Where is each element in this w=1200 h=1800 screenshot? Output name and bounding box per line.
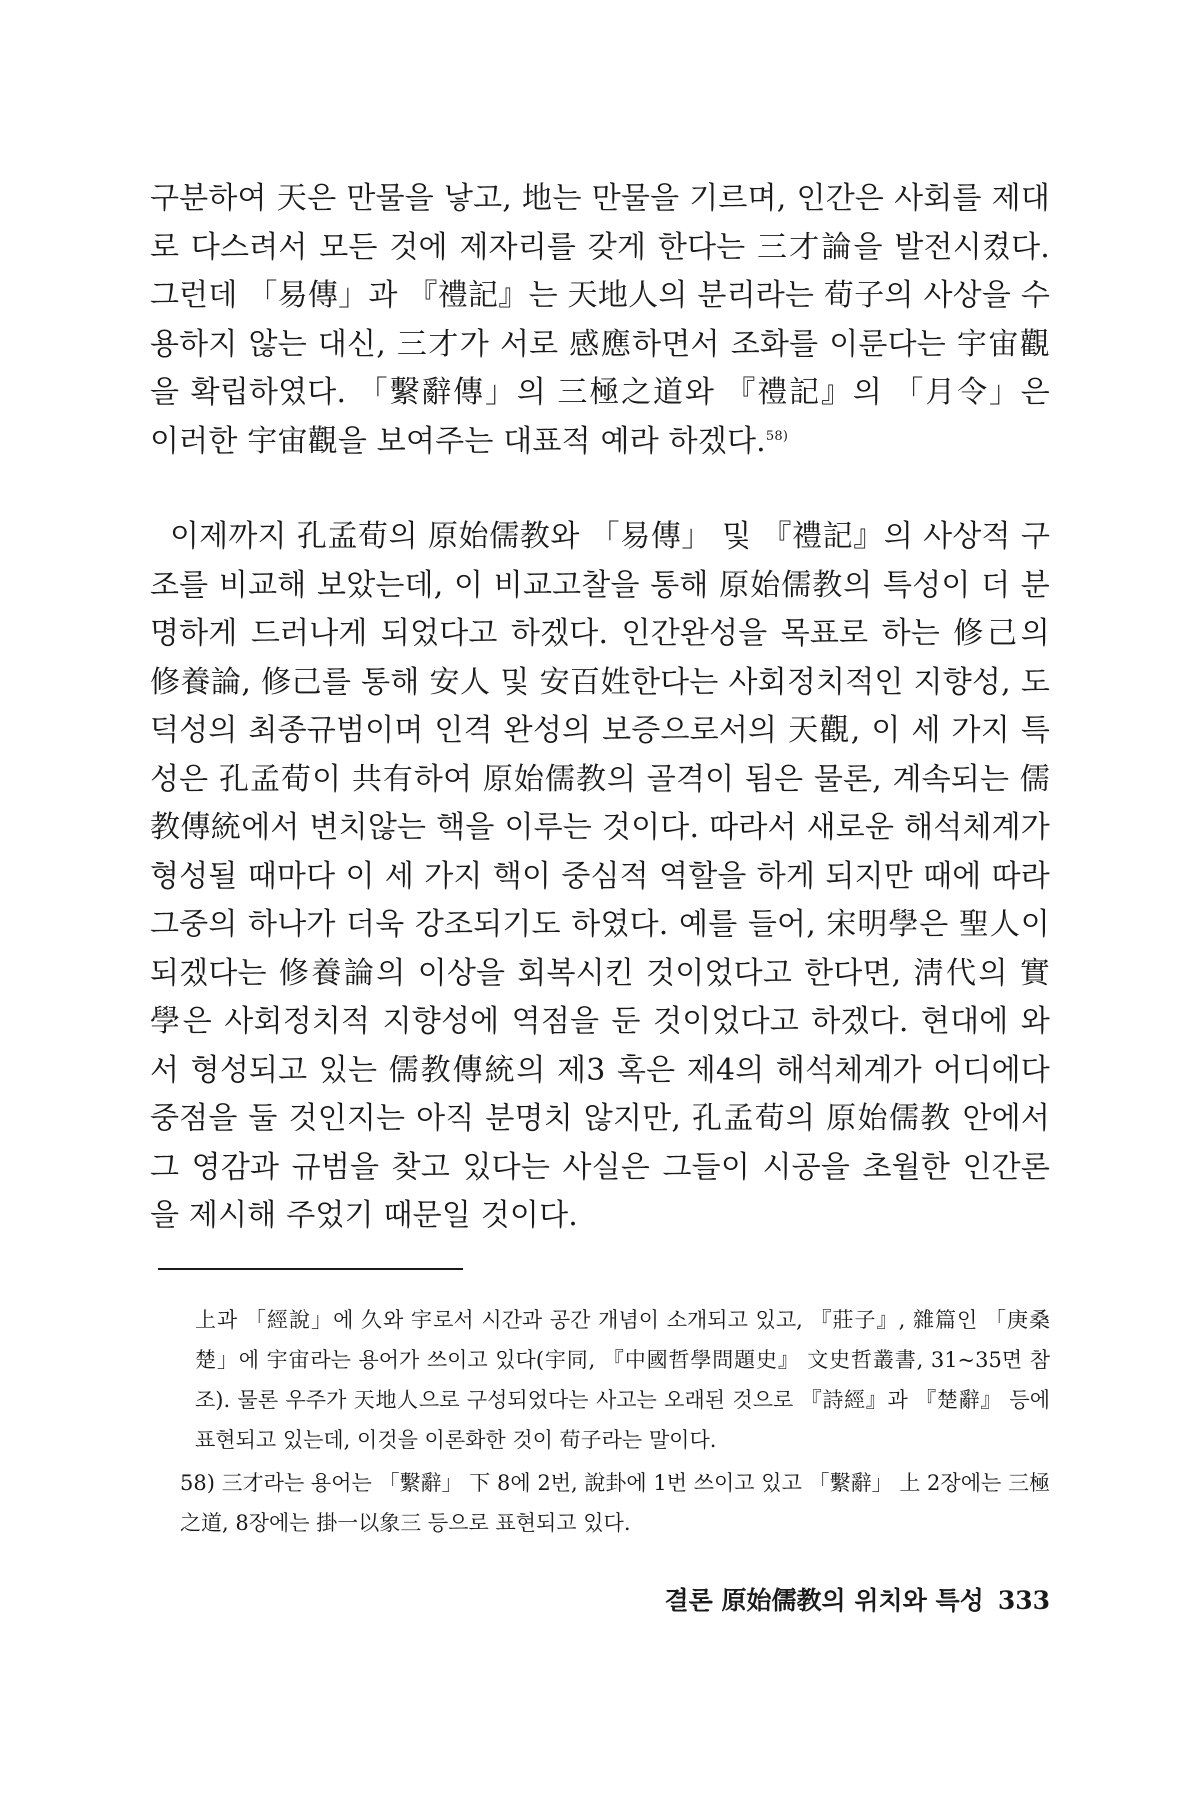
running-title: 결론 原始儒教의 위치와 특성 — [664, 1586, 984, 1615]
running-footer — [630, 1583, 1050, 1619]
body-paragraph-1 — [150, 175, 1050, 466]
paragraph-1-text: 구분하여 天은 만물을 낳고, 地는 만물을 기르며, 인간은 사회를 제대로 다스려서 모든 것에 제자리를 갖게 한다는 三才論을 발전시켰다. 그런데 「易傳」과 『禮記』는 天地人의 분리라는 荀子의 사상을 수용하지 않는 대신, 三才가 서로 感應하면서 조화를 이룬다는 宇宙觀을 확립하였다. 「繫辭傳」의 三極之道와 『禮記』의 「月令」은 이러한 宇宙觀을 보여주는 대표적 예라 하겠다. — [150, 181, 1050, 459]
footnote-58 — [180, 1463, 1050, 1543]
footnote-reference-58[interactable]: 58) — [765, 428, 789, 444]
footnote-separator — [158, 1268, 463, 1270]
footnote-continued: 上과 「經說」에 久와 宇로서 시간과 공간 개념이 소개되고 있고, 『莊子』, 雜篇인 「庚桑楚」에 宇宙라는 용어가 쓰이고 있다(宇同, 『中國哲學問題史』 文史哲叢書, 31~35면 참조). 물론 우주가 天地人으로 구성되었다는 사고는 오래된 것으로 『詩經』과 『楚辭』 등에 표현되고 있는데, 이것을 이론화한 것이 荀子라는 말이다. — [195, 1308, 1050, 1452]
footnote-58-text: 三才라는 용어는 「繫辭」 下 8에 2번, 說卦에 1번 쓰이고 있고 「繫辭」 上 2장에는 三極之道, 8장에는 掛一以象三 등으로 표현되고 있다. — [180, 1471, 1050, 1535]
body-paragraph-2: 이제까지 孔孟荀의 原始儒教와 「易傳」 및 『禮記』의 사상적 구조를 비교해 보았는데, 이 비교고찰을 통해 原始儒教의 특성이 더 분명하게 드러나게 되었다고 하겠다. 인간완성을 목표로 하는 修己의 修養論, 修己를 통해 安人 및 安百姓한다는 사회정치적인 지향성, 도덕성의 최종규범이며 인격 완성의 보증으로서의 天觀, 이 세 가지 특성은 孔孟荀이 共有하여 原始儒教의 골격이 됨은 물론, 계속되는 儒教傳統에서 변치않는 핵을 이루는 것이다. 따라서 새로운 해석체계가 형성될 때마다 이 세 가지 핵이 중심적 역할을 하게 되지만 때에 따라 그중의 하나가 더욱 강조되기도 하였다. 예를 들어, 宋明學은 聖人이 되겠다는 修養論의 이상을 회복시킨 것이었다고 한다면, 淸代의 實學은 사회정치적 지향성에 역점을 둔 것이었다고 하겠다. 현대에 와서 형성되고 있는 儒教傳統의 제3 혹은 제4의 해석체계가 어디에다 중점을 둘 것인지는 아직 분명치 않지만, 孔孟荀의 原始儒教 안에서 그 영감과 규범을 찾고 있다는 사실은 그들이 시공을 초월한 인간론을 제시해 주었기 때문일 것이다. — [150, 519, 1050, 1233]
footnote-58-marker: 58) — [180, 1471, 215, 1495]
page-number: 333 — [997, 1586, 1050, 1615]
